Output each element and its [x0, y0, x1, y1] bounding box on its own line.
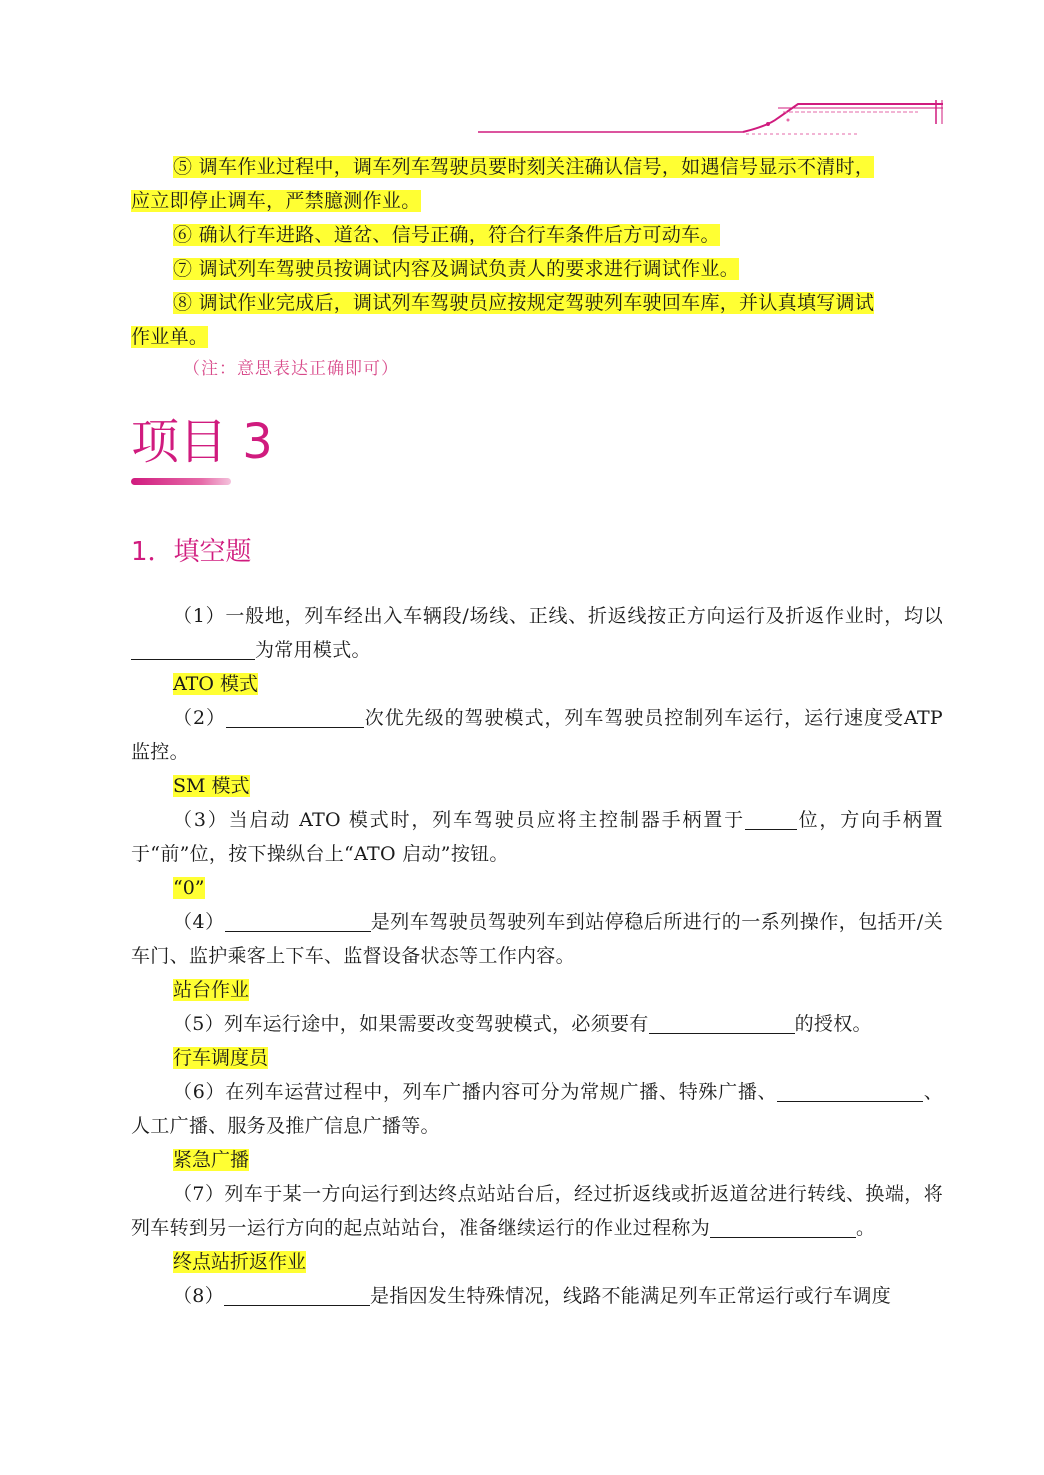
question-4: （4） 是列车驾驶员驾驶列车到站停稳后所进行的一系列操作，包括开/关车门、监护乘客上下车、监督设备状态等工作内容。: [131, 911, 943, 967]
answer-blank: [225, 909, 371, 932]
question-5: （5）列车运行途中，如果需要改变驾驶模式，必须要有 的授权。: [173, 1013, 872, 1035]
question-8: （8） 是指因发生特殊情况，线路不能满足列车正常运行或行车调度: [173, 1285, 892, 1307]
answer-6: 紧急广播: [173, 1149, 250, 1171]
item-5-continued: 应立即停止调车，严禁臆测作业。: [131, 190, 421, 212]
answer-blank: [745, 807, 797, 830]
answer-note: （注：意思表达正确即可）: [183, 359, 399, 379]
project-title: 项目 3: [131, 414, 273, 470]
item-5: ⑤ 调车作业过程中，调车列车驾驶员要时刻关注确认信号，如遇信号显示不清时，: [173, 156, 875, 178]
question-7: （7）列车于某一方向运行到达终点站站台后，经过折返线或折返道岔进行转线、换端，将列车转到另一运行方向的起点站站台，准备继续运行的作业过程称为 。: [131, 1183, 943, 1239]
answer-2: SM 模式: [173, 775, 250, 797]
document-body: [131, 150, 943, 1313]
question-6: （6）在列车运营过程中，列车广播内容可分为常规广播、特殊广播、 、人工广播、服务及推广信息广播等。: [131, 1081, 943, 1137]
item-6: ⑥ 确认行车进路、道岔、信号正确，符合行车条件后方可动车。: [173, 224, 720, 246]
answer-blank: [226, 705, 364, 728]
answer-blank: [649, 1011, 795, 1034]
section-title: 1．填空题: [131, 537, 252, 567]
answer-7: 终点站折返作业: [173, 1251, 307, 1273]
header-decoration: [478, 96, 948, 138]
answer-3: “0”: [173, 877, 205, 899]
question-2: （2） 次优先级的驾驶模式，列车驾驶员控制列车运行，运行速度受ATP 监控。: [131, 707, 943, 763]
answer-4: 站台作业: [173, 979, 250, 1001]
question-1: （1）一般地，列车经出入车辆段/场线、正线、折返线按正方向运行及折返作业时，均以为常用模式。: [131, 599, 943, 667]
item-8: ⑧ 调试作业完成后，调试列车驾驶员应按规定驾驶列车驶回车库，并认真填写调试: [173, 292, 875, 314]
answer-1: ATO 模式: [173, 673, 258, 695]
answer-blank: [131, 637, 255, 660]
answer-blank: [710, 1215, 856, 1238]
answer-5: 行车调度员: [173, 1047, 269, 1069]
project-title-underline: [131, 478, 231, 485]
item-8-continued: 作业单。: [131, 326, 209, 348]
answer-blank: [224, 1283, 370, 1306]
question-3: （3）当启动 ATO 模式时，列车驾驶员应将主控制器手柄置于 位，方向手柄置于“前”位，按下操纵台上“ATO 启动”按钮。: [131, 809, 943, 865]
item-7: ⑦ 调试列车驾驶员按调试内容及调试负责人的要求进行调试作业。: [173, 258, 740, 280]
answer-blank: [777, 1079, 923, 1102]
